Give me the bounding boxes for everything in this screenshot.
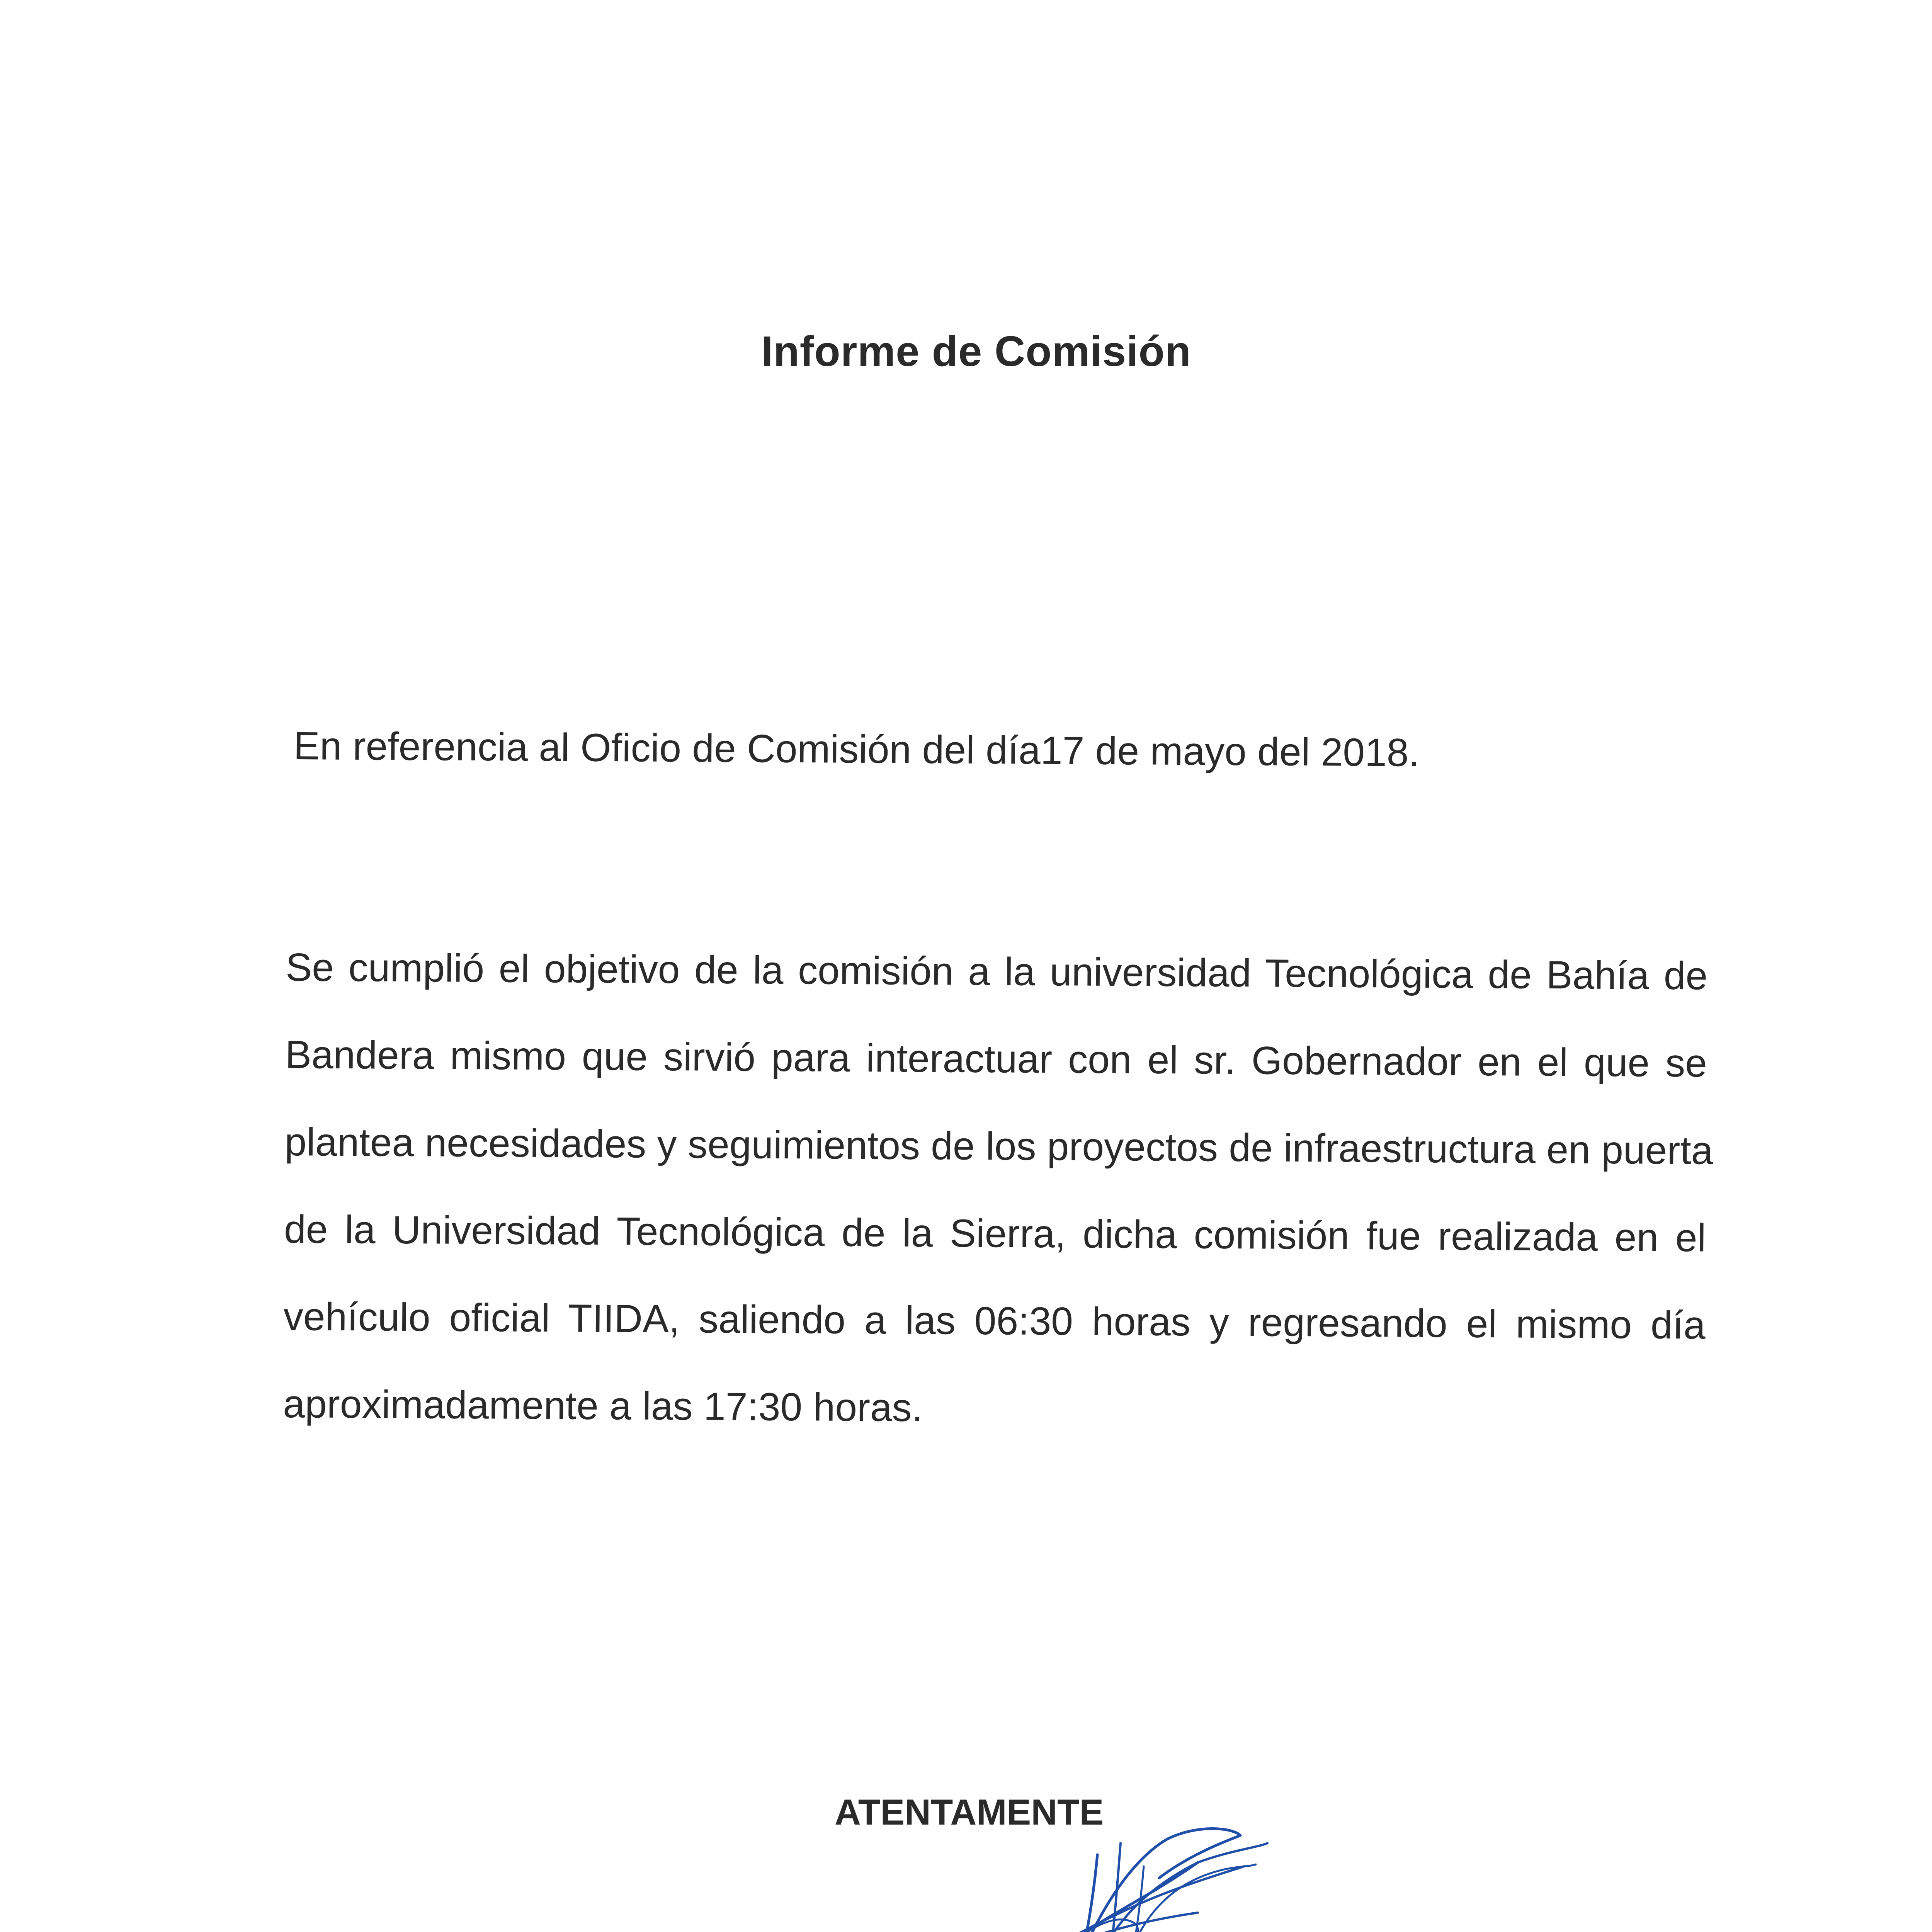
body-line: Bandera mismo que sirvió para interactuar con el sr. Gobernador en el que se: [285, 1032, 1708, 1085]
body-line: plantea necesidades y seguimientos de los proyectos de infraestructura en puerta: [284, 1119, 1713, 1173]
body-paragraph: [283, 923, 1713, 1456]
closing-text: ATENTAMENTE: [835, 1792, 1104, 1832]
signature-stroke: [1128, 1864, 1256, 1932]
signature-stroke: [881, 1862, 1198, 1932]
document-title: Informe de Comisión: [761, 328, 1191, 375]
reference-paragraph: En referencia al Oficio de Comisión del día17 de mayo del 2018.: [293, 723, 1420, 775]
body-line: de la Universidad Tecnológica de la Sierra, dicha comisión fue realizada en el: [284, 1207, 1706, 1260]
signature-stroke: [1094, 1843, 1121, 1932]
signature-stroke: [866, 1913, 1198, 1932]
signature-stroke: [1066, 1829, 1240, 1932]
signature-stroke: [873, 1866, 1244, 1932]
body-line: vehículo oficial TIIDA, saliendo a las 06:30 horas y regresando el mismo día: [283, 1294, 1706, 1347]
signature-stroke: [1082, 1920, 1138, 1932]
signature-stroke: [1061, 1855, 1097, 1932]
body-line: aproximadamente a las 17:30 horas.: [283, 1381, 923, 1430]
signature-stroke: [1090, 1843, 1267, 1932]
signature-stroke: [1121, 1866, 1144, 1932]
body-line: Se cumplió el objetivo de la comisión a la universidad Tecnológica de Bahía de: [285, 945, 1708, 998]
